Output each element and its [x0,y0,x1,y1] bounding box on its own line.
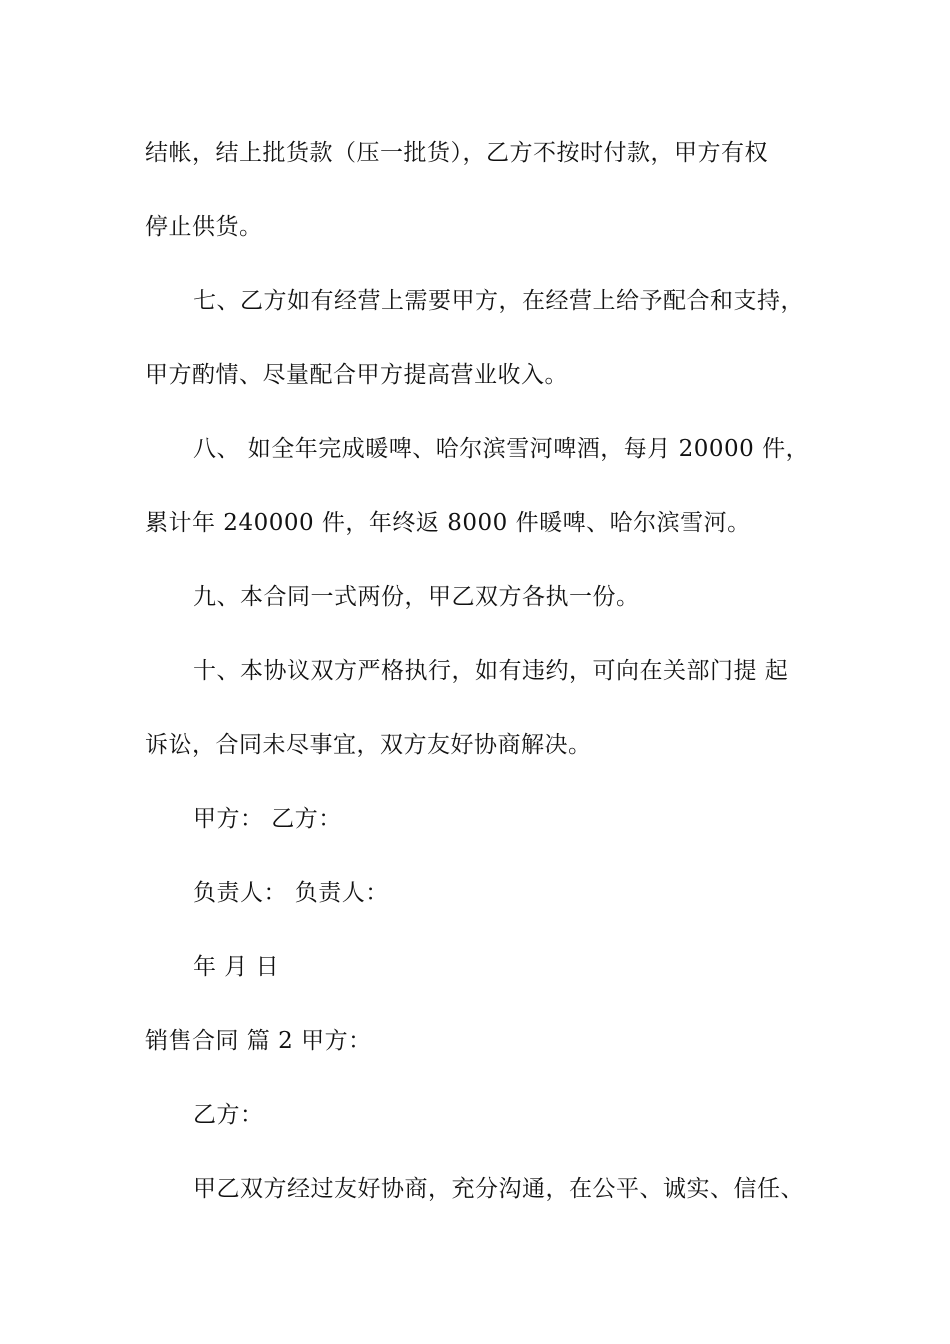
party-labels: 甲方： 乙方： [193,806,342,832]
clause-8-line-1: 八、 如全年完成暖啤、哈尔滨雪河啤酒，每月 20000 件， [193,436,810,462]
clause-7-line-1: 七、乙方如有经营上需要甲方，在经营上给予配合和支持， [193,288,804,314]
clause-9: 九、本合同一式两份，甲乙双方各执一份。 [193,584,640,610]
date-line: 年 月 日 [193,954,280,980]
clause-7-line-2: 甲方酌情、尽量配合甲方提高营业收入。 [145,362,568,388]
party-b-label: 乙方： [193,1102,264,1128]
clause-10-line-1: 十、本协议双方严格执行，如有违约，可向在关部门提 起 [193,658,789,684]
text-line-1: 结帐，结上批货款（压一批货），乙方不按时付款，甲方有权 [145,140,768,166]
agreement-intro-line: 甲乙双方经过友好协商，充分沟通，在公平、诚实、信任、 [193,1176,804,1202]
text-line-2: 停止供货。 [145,214,263,240]
clause-10-line-2: 诉讼，合同未尽事宜，双方友好协商解决。 [145,732,592,758]
clause-8-line-2: 累计年 240000 件，年终返 8000 件暖啤、哈尔滨雪河。 [145,510,751,536]
responsible-person-labels: 负责人： 负责人： [193,880,389,906]
contract-heading: 销售合同 篇 2 甲方： [145,1028,372,1054]
